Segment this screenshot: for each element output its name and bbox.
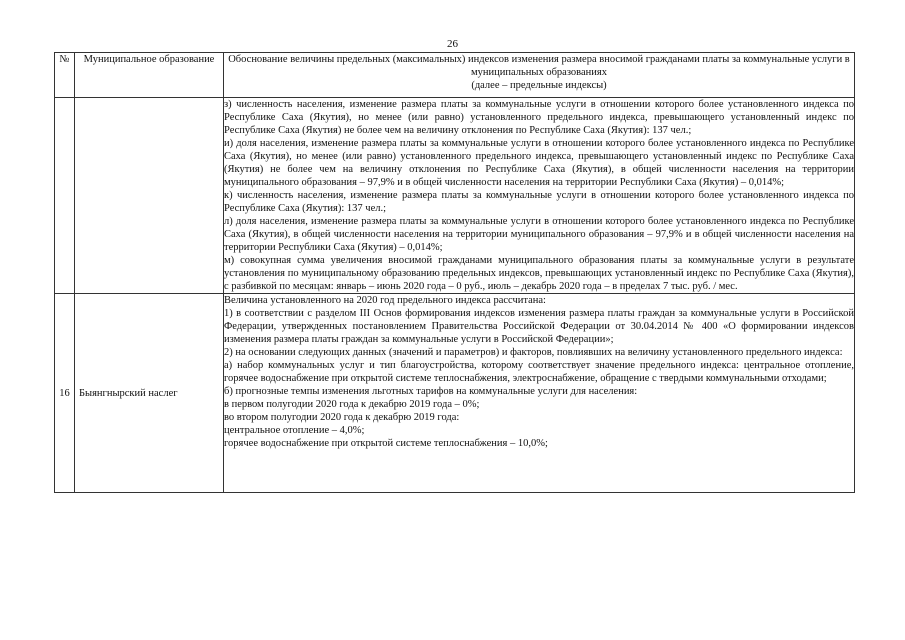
table-row [55,294,855,493]
paragraph-a: а) набор коммунальных услуг и тип благоустройства, которому соответствует значение предельного индекса: центральное отопление, горячее водоснабжение при открытой системе теплоснабжения, электроснабжение, обращение с твердыми коммунальными отходами; [224,360,854,384]
row2-text-cell [224,294,855,493]
paragraph-1: 1) в соответствии с разделом III Основ формирования индексов изменения размера платы граждан за коммунальные услуги в Российской Федерации, утвержденных постановлением Правительства Российской Федерации от 30.04.2014 № 400 «О формировании индексов изменения размера платы граждан за коммунальные услуги в Российской Федерации»; [224,308,854,345]
paragraph-heating: центральное отопление – 4,0%; [224,425,365,436]
paragraph-l: л) доля населения, изменение размера платы за коммунальные услуги в отношении которого более установленного индекса по Республике Саха (Якутия), в общей численности населения на территории муниципального образования – 97,9% и в общей численности населения на территории Республики Саха (Якутия) – 0,014%; [224,216,854,253]
header-number: № [55,53,75,98]
row1-text-cell [224,98,855,294]
indices-table [54,52,855,493]
table-row [55,98,855,294]
row1-number-cell [55,98,75,294]
paragraph-2: 2) на основании следующих данных (значений и параметров) и факторов, повлиявших на величину установленного предельного индекса: [224,347,843,358]
row2-number: 16 [55,294,75,493]
paragraph-k: к) численность населения, изменение размера платы за коммунальные услуги в отношении которого более установленного индекса по Республике Саха (Якутия): 137 чел.; [224,190,854,214]
paragraph-first-half: в первом полугодии 2020 года к декабрю 2019 года – 0%; [224,399,480,410]
header-justification [224,53,855,98]
paragraph-intro: Величина установленного на 2020 год предельного индекса рассчитана: [224,295,546,306]
paragraph-m: м) совокупная сумма увеличения вносимой гражданами муниципального образования платы за коммунальные услуги в результате установления по муниципальному образованию предельных индексов, превышающих установленный индекс по Республике Саха (Якутия), с разбивкой по месяцам: январь – июнь 2020 года – 0 руб., июль – декабрь 2020 года – в пределах 7 тыс. руб. / мес. [224,255,854,292]
page-number: 26 [447,38,458,50]
paragraph-second-half: во втором полугодии 2020 года к декабрю 2019 года: [224,412,460,423]
paragraph-b: б) прогнозные темпы изменения льготных тарифов на коммунальные услуги для населения: [224,386,638,397]
table-header-row [55,53,855,98]
paragraph-i: и) доля населения, изменение размера платы за коммунальные услуги в отношении которого более установленного индекса по Республике Саха (Якутия), но менее (или равно) установленного предельного индекса, превышающего установленный индекс по Республике Саха (Якутия) не более чем на величину отклонения по Республике Саха (Якутия), в общей численности населения на территории муниципального образования – 97,9% и в общей численности населения на территории Республики Саха (Якутия) – 0,014%; [224,138,854,188]
header-municipality: Муниципальное образование [75,53,224,98]
paragraph-hot-water: горячее водоснабжение при открытой системе теплоснабжения – 10,0%; [224,438,548,449]
row1-municipality-cell [75,98,224,294]
row2-municipality: Быянгнырский наслег [75,294,224,493]
header-justification-title: Обоснование величины предельных (максимальных) индексов изменения размера вносимой гражданами платы за коммунальные услуги в муниципальных образованиях [228,54,850,78]
paragraph-z: з) численность населения, изменение размера платы за коммунальные услуги в отношении которого более установленного индекса по Республике Саха (Якутия), но менее (или равно) установленного предельного индекса, превышающего установленный индекс по Республике Саха (Якутия) не более чем на величину отклонения по Республике Саха (Якутия): 137 чел.; [224,99,854,136]
header-continuation: (далее – предельные индексы) [471,80,607,91]
